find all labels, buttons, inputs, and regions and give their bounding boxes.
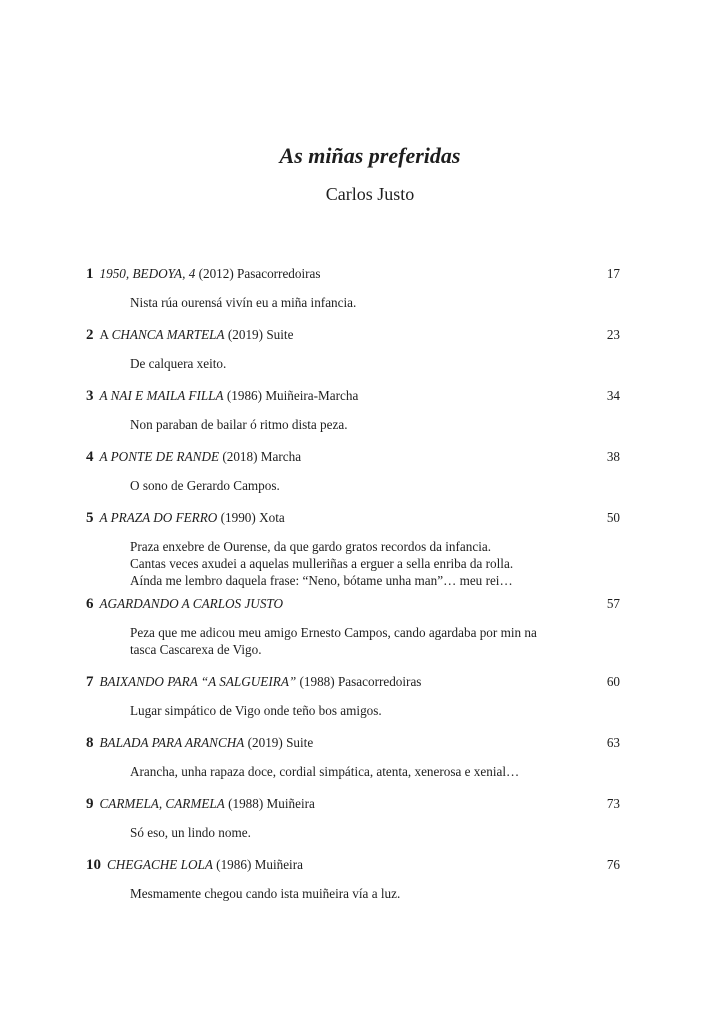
- entry-number: 2: [86, 327, 94, 343]
- author-name: Carlos Justo: [325, 184, 415, 204]
- description-line: Só eso, un lindo nome.: [130, 825, 251, 840]
- entry-number: 4: [86, 449, 94, 465]
- description-line: Lugar simpático de Vigo onde teño bos amigos.: [130, 703, 382, 718]
- entry-page-number: 73: [606, 796, 620, 811]
- list-item: [86, 594, 620, 672]
- entry-number: 8: [86, 735, 94, 751]
- entry-page-number: 50: [606, 510, 620, 525]
- entry-details: (2012) Pasacorredoiras: [195, 266, 321, 281]
- entry-details: (2019) Suite: [244, 735, 314, 750]
- list-item: [86, 508, 620, 594]
- entry-title: CHANCA MARTELA: [111, 327, 225, 342]
- list-item: [86, 447, 620, 508]
- entry-title: A PONTE DE RANDE: [99, 449, 220, 464]
- entry-description: [130, 294, 620, 311]
- entry-description: [130, 355, 620, 372]
- description-line: Nista rúa ourensá vivín eu a miña infancia.: [130, 295, 357, 310]
- entry-prefix: A: [99, 327, 112, 342]
- entry-number: 1: [86, 266, 94, 282]
- entry-title: BAIXANDO PARA “A SALGUEIRA”: [99, 674, 297, 689]
- entry-title: 1950, BEDOYA, 4: [99, 266, 196, 281]
- entry-page-number: 63: [606, 735, 620, 750]
- entry-number: 10: [86, 857, 101, 873]
- list-item: [86, 386, 620, 447]
- entry-details: (1990) Xota: [217, 510, 285, 525]
- entry-title: A PRAZA DO FERRO: [99, 510, 218, 525]
- entry-description: [130, 824, 620, 841]
- description-line: Mesmamente chegou cando ista muiñeira vía a luz.: [130, 886, 401, 901]
- entry-details: (1986) Muiñeira: [212, 857, 303, 872]
- entry-number: 7: [86, 674, 94, 690]
- entry-title: CARMELA, CARMELA: [99, 796, 225, 811]
- description-line: Cantas veces axudei a aquelas mulleriñas a erguer a sella enriba da rolla.: [130, 556, 514, 571]
- entry-heading: [86, 264, 620, 284]
- description-line: Arancha, unha rapaza doce, cordial simpática, atenta, xenerosa e xenial…: [130, 764, 520, 779]
- entry-number: 5: [86, 510, 94, 526]
- entry-details: (2018) Marcha: [219, 449, 302, 464]
- entry-heading: [86, 325, 620, 345]
- entry-title: AGARDANDO A CARLOS JUSTO: [99, 596, 284, 611]
- list-item: [86, 672, 620, 733]
- entry-page-number: 17: [606, 266, 620, 281]
- entry-heading: [86, 386, 620, 406]
- list-item: [86, 325, 620, 386]
- entry-description: [130, 416, 620, 433]
- entry-description: [130, 702, 620, 719]
- description-line: Non paraban de bailar ó ritmo dista peza.: [130, 417, 348, 432]
- entry-heading: [86, 733, 620, 753]
- entry-heading: [86, 447, 620, 467]
- entry-description: [130, 763, 620, 780]
- list-item: [86, 733, 620, 794]
- entry-page-number: 38: [606, 449, 620, 464]
- entry-title: A NAI E MAILA FILLA: [99, 388, 224, 403]
- entry-details: (1988) Pasacorredoiras: [296, 674, 422, 689]
- description-line: O sono de Gerardo Campos.: [130, 478, 280, 493]
- entry-page-number: 60: [606, 674, 620, 689]
- entry-details: (2019) Suite: [224, 327, 294, 342]
- description-line: tasca Cascarexa de Vigo.: [130, 642, 262, 657]
- description-line: De calquera xeito.: [130, 356, 227, 371]
- entry-number: 6: [86, 596, 94, 612]
- entry-details: (1988) Muiñeira: [224, 796, 315, 811]
- description-line: Peza que me adicou meu amigo Ernesto Campos, cando agardaba por min na: [130, 625, 537, 640]
- contents-list: [86, 264, 620, 905]
- entry-heading: [86, 594, 620, 614]
- entry-description: [130, 538, 620, 589]
- entry-description: [130, 885, 620, 902]
- entry-page-number: 34: [606, 388, 620, 403]
- entry-page-number: 57: [606, 596, 620, 611]
- entry-title: BALADA PARA ARANCHA: [99, 735, 245, 750]
- entry-page-number: 23: [606, 327, 620, 342]
- entry-description: [130, 624, 620, 658]
- description-line: Praza enxebre de Ourense, da que gardo gratos recordos da infancia.: [130, 539, 492, 554]
- list-item: [86, 855, 620, 905]
- entry-title: CHEGACHE LOLA: [107, 857, 213, 872]
- list-item: [86, 264, 620, 325]
- entry-description: [130, 477, 620, 494]
- list-item: [86, 794, 620, 855]
- entry-page-number: 76: [606, 857, 620, 872]
- entry-heading: [86, 855, 620, 875]
- entry-heading: [86, 672, 620, 692]
- entry-number: 3: [86, 388, 94, 404]
- entry-number: 9: [86, 796, 94, 812]
- description-line: Aínda me lembro daquela frase: “Neno, bótame unha man”… meu rei…: [130, 573, 513, 588]
- entry-heading: [86, 794, 620, 814]
- entry-heading: [86, 508, 620, 528]
- page-title: As miñas preferidas: [279, 143, 461, 168]
- entry-details: (1986) Muiñeira-Marcha: [223, 388, 359, 403]
